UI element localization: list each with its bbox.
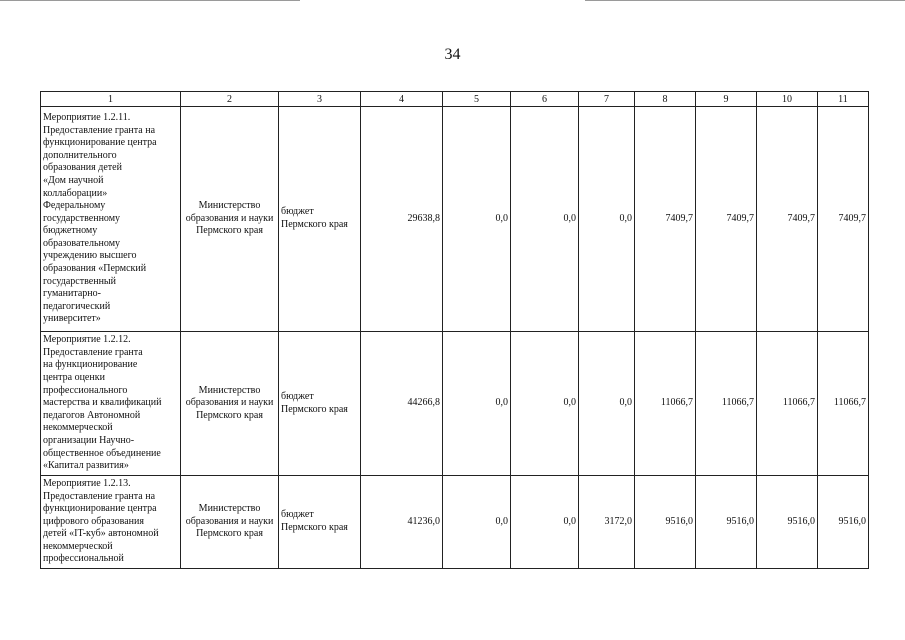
value-cell: 7409,7 — [818, 107, 869, 332]
value-cell: 9516,0 — [635, 476, 696, 569]
column-header: 8 — [635, 92, 696, 107]
funding-source-cell: бюджет Пермского края — [279, 476, 361, 569]
column-header: 11 — [818, 92, 869, 107]
value-cell: 11066,7 — [757, 332, 818, 476]
value-cell: 0,0 — [443, 476, 511, 569]
value-cell: 7409,7 — [757, 107, 818, 332]
column-header: 4 — [361, 92, 443, 107]
value-cell: 3172,0 — [579, 476, 635, 569]
value-cell: 11066,7 — [696, 332, 757, 476]
column-header: 6 — [511, 92, 579, 107]
executor-cell: Министерство образования и науки Пермского края — [181, 107, 279, 332]
column-header: 7 — [579, 92, 635, 107]
activity-description: Мероприятие 1.2.13. Предоставление гранта на функционирование центра цифрового образования детей «IT-куб» автономной некоммерческой профессиональной — [41, 476, 181, 569]
activity-description: Мероприятие 1.2.12. Предоставление гранта на функционирование центра оценки профессионального мастерства и квалификаций педагогов Автономной некоммерческой организации Научно- общественное объединение «Капитал развития» — [41, 332, 181, 476]
value-cell: 9516,0 — [696, 476, 757, 569]
value-cell: 44266,8 — [361, 332, 443, 476]
funding-source-cell: бюджет Пермского края — [279, 332, 361, 476]
funding-source-cell: бюджет Пермского края — [279, 107, 361, 332]
scan-edge-line — [585, 0, 905, 1]
table-row — [41, 107, 869, 332]
column-header: 10 — [757, 92, 818, 107]
value-cell: 0,0 — [443, 332, 511, 476]
value-cell: 41236,0 — [361, 476, 443, 569]
column-header: 1 — [41, 92, 181, 107]
value-cell: 0,0 — [511, 476, 579, 569]
page-number: 34 — [444, 46, 461, 63]
column-header: 9 — [696, 92, 757, 107]
value-cell: 7409,7 — [635, 107, 696, 332]
value-cell: 0,0 — [443, 107, 511, 332]
column-number-header — [41, 92, 869, 107]
value-cell: 0,0 — [511, 107, 579, 332]
program-funding-table — [40, 91, 869, 569]
value-cell: 9516,0 — [757, 476, 818, 569]
column-header: 2 — [181, 92, 279, 107]
table-row — [41, 332, 869, 476]
value-cell: 9516,0 — [818, 476, 869, 569]
activity-description: Мероприятие 1.2.11. Предоставление гранта на функционирование центра дополнительного образования детей «Дом научной коллаборации» Федеральному государственному бюджетному образовательному учреждению высшего образования «Пермский государственный гуманитарно- педагогический университет» — [41, 107, 181, 332]
value-cell: 0,0 — [511, 332, 579, 476]
value-cell: 11066,7 — [818, 332, 869, 476]
scan-edge-line — [0, 0, 300, 1]
executor-cell: Министерство образования и науки Пермского края — [181, 476, 279, 569]
column-header: 3 — [279, 92, 361, 107]
executor-cell: Министерство образования и науки Пермского края — [181, 332, 279, 476]
value-cell: 11066,7 — [635, 332, 696, 476]
value-cell: 29638,8 — [361, 107, 443, 332]
value-cell: 7409,7 — [696, 107, 757, 332]
value-cell: 0,0 — [579, 107, 635, 332]
column-header: 5 — [443, 92, 511, 107]
value-cell: 0,0 — [579, 332, 635, 476]
table-row — [41, 476, 869, 569]
